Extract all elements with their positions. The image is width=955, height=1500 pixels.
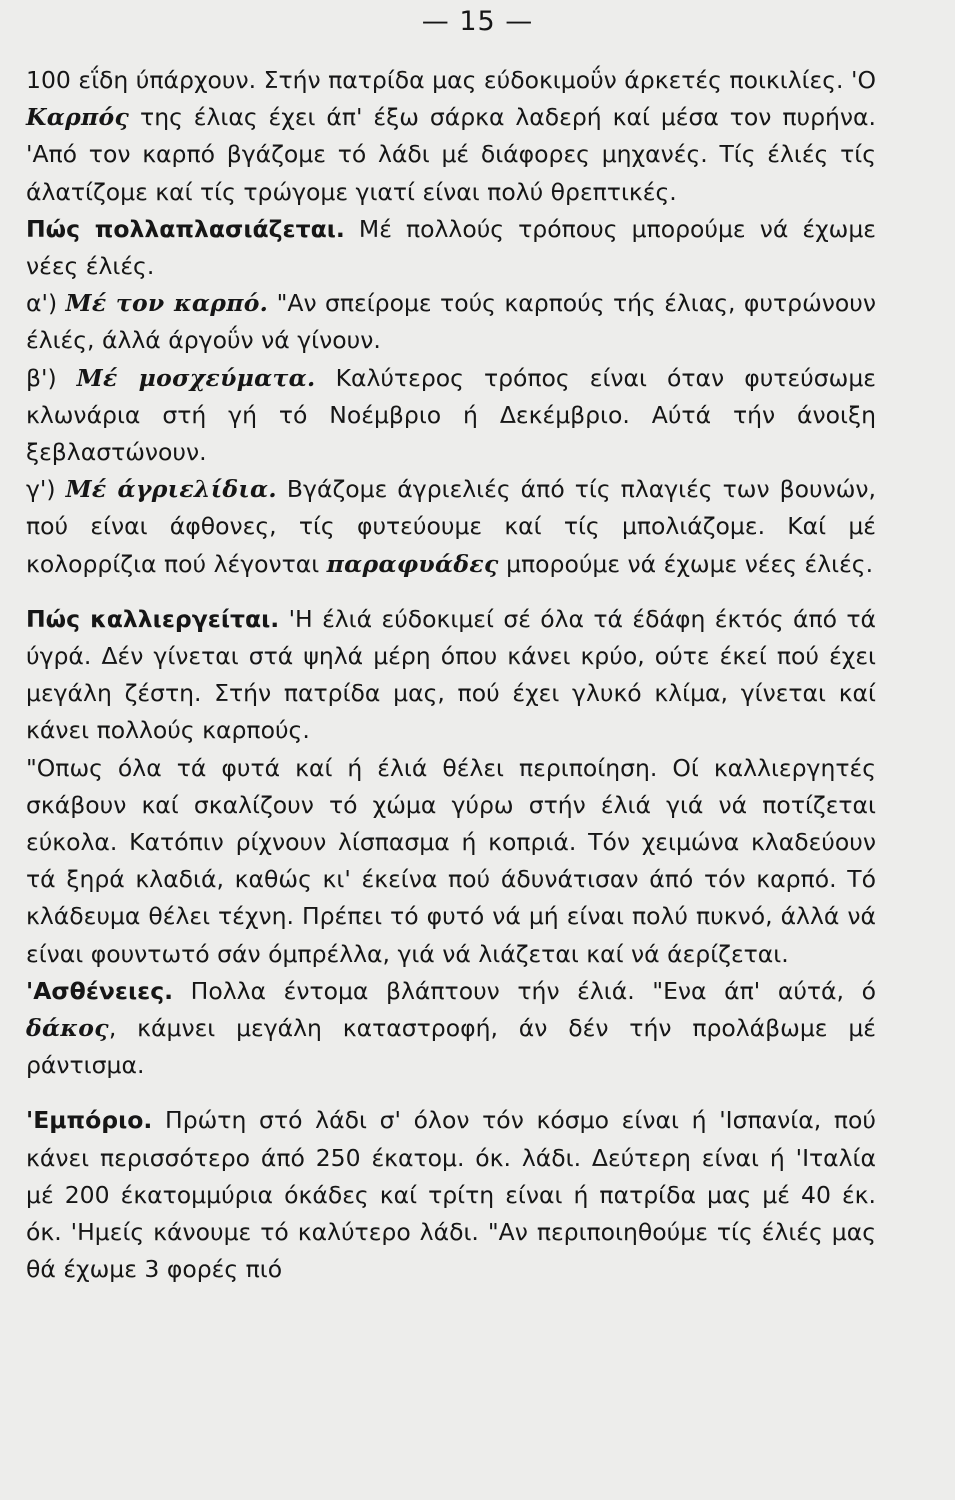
paragraph [26, 601, 876, 750]
body-text: γ') [26, 475, 66, 504]
body-text: Μέ πολλούς τρόπους μπορούμε νά έχωμε νέες έλιές. [26, 214, 877, 281]
paragraph-gap [26, 1084, 876, 1102]
emphasized-term: δάκος [26, 1014, 109, 1043]
paragraph [26, 62, 876, 211]
body-text: Καλύτερος τρόπος είναι όταν φυτεύσωμε κλωνάρια στή γή τό Νοέμβριο ή Δεκέμβριο. Αύτά τήν άνοιξη ξεβλαστώνουν. [26, 363, 876, 467]
body-text: α') [26, 289, 66, 318]
body-text: Πολλα έντομα βλάπτουν τήν έλιά. "Ενα άπ' αύτά, ό [173, 976, 876, 1005]
emphasized-term: Μέ μοσχεύματα. [76, 363, 316, 392]
body-text: β') [26, 363, 77, 392]
emphasized-term: Καρπός [26, 103, 130, 132]
text-body [26, 62, 876, 1289]
paragraph-gap [26, 583, 876, 601]
body-text: , κάμνει μεγάλη καταστροφή, άν δέν τήν προλάβωμε μέ ράντισμα. [26, 1014, 876, 1080]
body-text: "Αν σπείρομε τούς καρπούς τής έλιας, φυτρώνουν έλιές, άλλά άργοΰν νά γίνουν. [26, 289, 876, 355]
emphasized-term: Μέ τον καρπό. [65, 289, 269, 318]
paragraph [26, 750, 876, 973]
paragraph [26, 211, 876, 285]
body-text: 100 εΐδη ύπάρχουν. Στήν πατρίδα μας εύδοκιμοΰν άρκετές ποικιλίες. 'Ο [26, 66, 876, 94]
section-heading: Πώς καλλιεργείται. [26, 604, 280, 633]
paragraph [26, 471, 876, 583]
page-number: — 15 — [421, 6, 534, 37]
body-text: "Οπως όλα τά φυτά καί ή έλιά θέλει περιποίηση. Οί καλλιεργητές σκάβουν καί σκαλίζουν τό χώμα γύρω στήν έλιά γιά νά ποτίζεται εύκολα. Κατόπιν ρίχνουν λίσπασμα ή κοπριά. Τόν χειμώνα κλαδεύουν τά ξηρά κλαδιά, καθώς κι' έκείνα πού άδυνάτισαν άπό τόν καρπό. Τό κλάδευμα θέλει τέχνη. Πρέπει τό φυτό νά μή είναι πολύ πυκνό, άλλά νά είναι φουντωτό σάν όμπρέλλα, γιά νά λιάζεται καί νά άερίζεται. [26, 753, 876, 968]
body-text: 'Η έλιά εύδοκιμεί σέ όλα τά έδάφη έκτός άπό τά ύγρά. Δέν γίνεται στά ψηλά μέρη όπου κάνει κρύο, ούτε έκεί πού έχει μεγάλη ζέστη. Στήν πατρίδα μας, πού έχει γλυκό κλίμα, γίνεται καί κάνει πολλούς καρπούς. [26, 604, 876, 745]
emphasized-term: παραφυάδες [326, 549, 499, 578]
section-heading: 'Εμπόριο. [26, 1106, 153, 1135]
section-heading: 'Ασθένειες. [26, 976, 174, 1005]
paragraph [26, 973, 876, 1085]
paragraph [26, 1102, 876, 1288]
paragraph [26, 285, 876, 359]
body-text: μπορούμε νά έχωμε νέες έλιές. [498, 549, 874, 578]
body-text: της έλιας έχει άπ' έξω σάρκα λαδερή καί μέσα τον πυρήνα. 'Από τον καρπό βγάζομε τό λάδι μέ διάφορες μηχανές. Τίς έλιές τίς άλατίζομε καί τίς τρώγομε γιατί είναι πολύ θρεπτικές. [26, 103, 876, 206]
section-heading: Πώς πολλαπλασιάζεται. [26, 214, 345, 243]
body-text: Βγάζομε άγριελιές άπό τίς πλαγιές των βουνών, πού είναι άφθονες, τίς φυτεύουμε καί τίς μπολιάζομε. Καί μέ κολορρίζια πού λέγονται [26, 475, 876, 578]
emphasized-term: Μέ άγριελίδια. [65, 475, 277, 504]
paragraph [26, 360, 876, 472]
body-text: Πρώτη στό λάδι σ' όλον τόν κόσμο είναι ή 'Ισπανία, πού κάνει περισσότερο άπό 250 έκατομ. όκ. λάδι. Δεύτερη είναι ή 'Ιταλία μέ 200 έκατομμύρια όκάδες καί τρίτη είναι ή πατρίδα μας μέ 40 έκ. όκ. 'Ημείς κάνουμε τό καλύτερο λάδι. "Αν περιποιηθούμε τίς έλιές μας θά έχωμε 3 φορές πιό [26, 1106, 876, 1284]
